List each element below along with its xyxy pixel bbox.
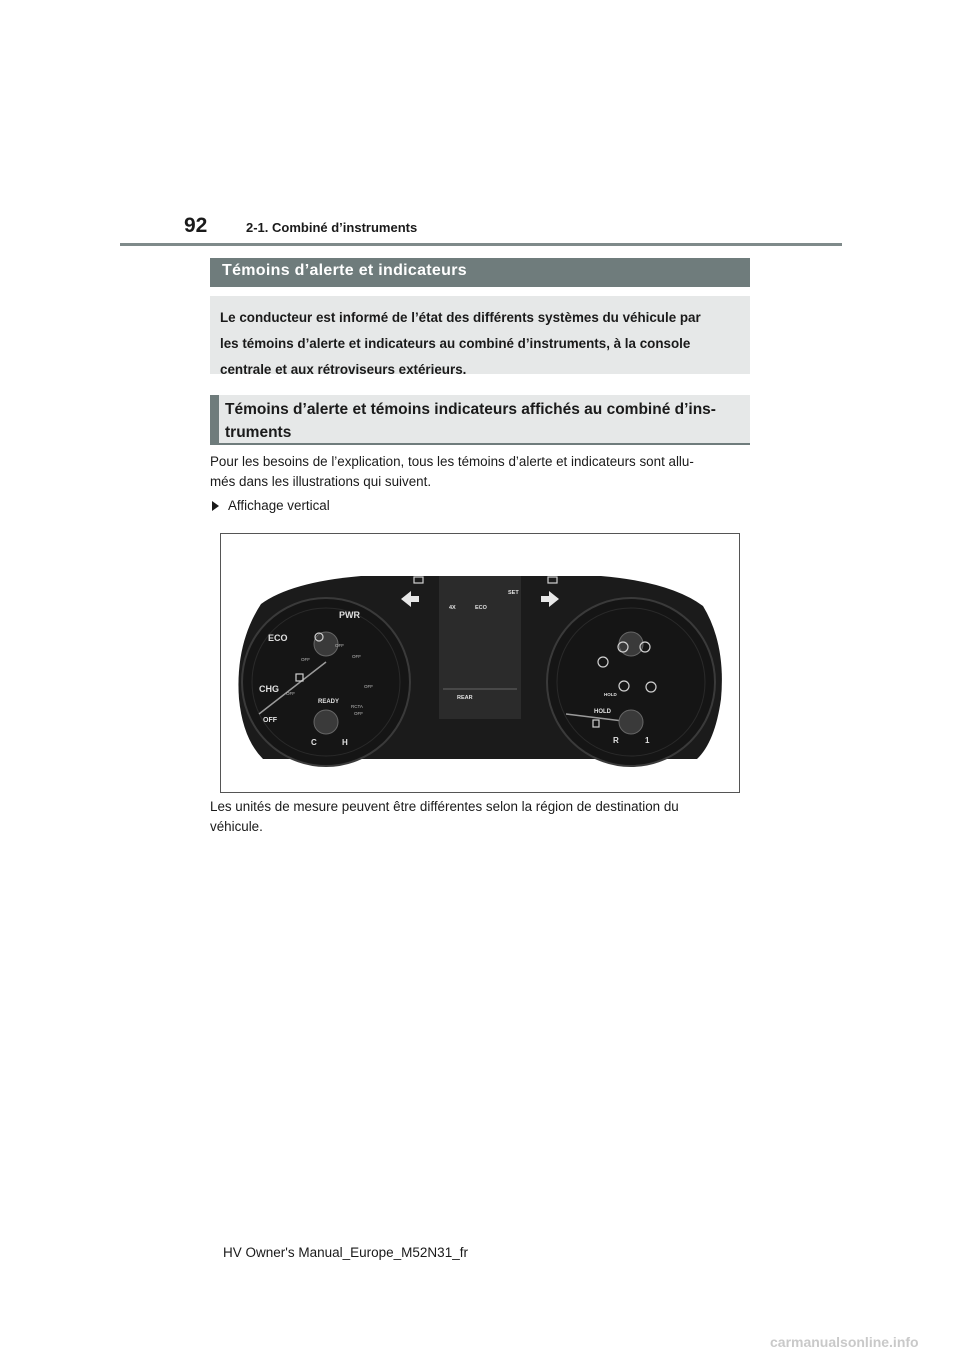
4x-label: 4X	[449, 605, 456, 611]
intro-line: centrale et aux rétroviseurs extérieurs.	[220, 362, 467, 377]
c-label: C	[311, 738, 317, 747]
body-line: més dans les illustrations qui suivent.	[210, 474, 432, 489]
h-label: H	[342, 738, 348, 747]
off-label: OFF	[263, 717, 277, 724]
rear-label: REAR	[457, 695, 473, 701]
caption-line: véhicule.	[210, 819, 263, 834]
intro-line: Le conducteur est informé de l’état des différents systèmes du véhicule par	[220, 310, 701, 325]
triangle-bullet-icon	[212, 501, 219, 511]
instrument-cluster-illustration	[221, 534, 739, 792]
off-indicator-label: OFF	[286, 691, 295, 696]
off-indicator-label: OFF	[352, 654, 361, 659]
hold-indicator-label: HOLD	[604, 692, 617, 697]
off-indicator-label: OFF	[301, 657, 310, 662]
r-label: R	[613, 736, 619, 745]
pwr-label: PWR	[339, 610, 360, 620]
off-indicator-label: OFF	[364, 684, 373, 689]
intro-box	[210, 296, 750, 377]
page-number: 92	[184, 214, 208, 237]
right-gauge-lower-hub	[619, 710, 643, 734]
body-paragraph	[210, 452, 755, 492]
footer-text: HV Owner's Manual_Europe_M52N31_fr	[223, 1245, 468, 1260]
subsection-title-line: truments	[225, 424, 292, 441]
hold-label: HOLD	[594, 709, 611, 715]
off-indicator-label: OFF	[354, 711, 363, 716]
eco-label: ECO	[268, 633, 288, 643]
caption-line: Les unités de mesure peuvent être différentes selon la région de destination du	[210, 799, 679, 814]
watermark[interactable]: carmanualsonline.info	[770, 1334, 919, 1350]
subsection-title-line: Témoins d’alerte et témoins indicateurs affichés au combiné d’ins-	[225, 401, 716, 418]
rcta-label: RCTA	[351, 704, 363, 709]
one-label: 1	[645, 736, 650, 745]
center-display	[439, 576, 521, 719]
instrument-cluster-figure	[220, 533, 740, 793]
off-indicator-label: OFF	[335, 643, 344, 648]
header-divider	[120, 243, 842, 246]
chapter-title: 2-1. Combiné d’instruments	[246, 220, 418, 235]
center-eco-label: ECO	[475, 605, 487, 611]
intro-line: les témoins d’alerte et indicateurs au combiné d’instruments, à la console	[220, 336, 691, 351]
set-label: SET	[508, 590, 519, 596]
right-gauge-ring	[547, 598, 715, 766]
bullet-label: Affichage vertical	[228, 498, 330, 513]
bullet-item	[212, 498, 330, 513]
subsection-title	[210, 395, 750, 445]
left-gauge-ring	[242, 598, 410, 766]
ready-label: READY	[318, 699, 340, 705]
figure-caption	[210, 797, 755, 837]
left-gauge-lower-hub	[314, 710, 338, 734]
body-line: Pour les besoins de l’explication, tous les témoins d’alerte et indicateurs sont allu-	[210, 454, 694, 469]
chg-label: CHG	[259, 684, 279, 694]
section-title: Témoins d’alerte et indicateurs	[210, 258, 750, 287]
